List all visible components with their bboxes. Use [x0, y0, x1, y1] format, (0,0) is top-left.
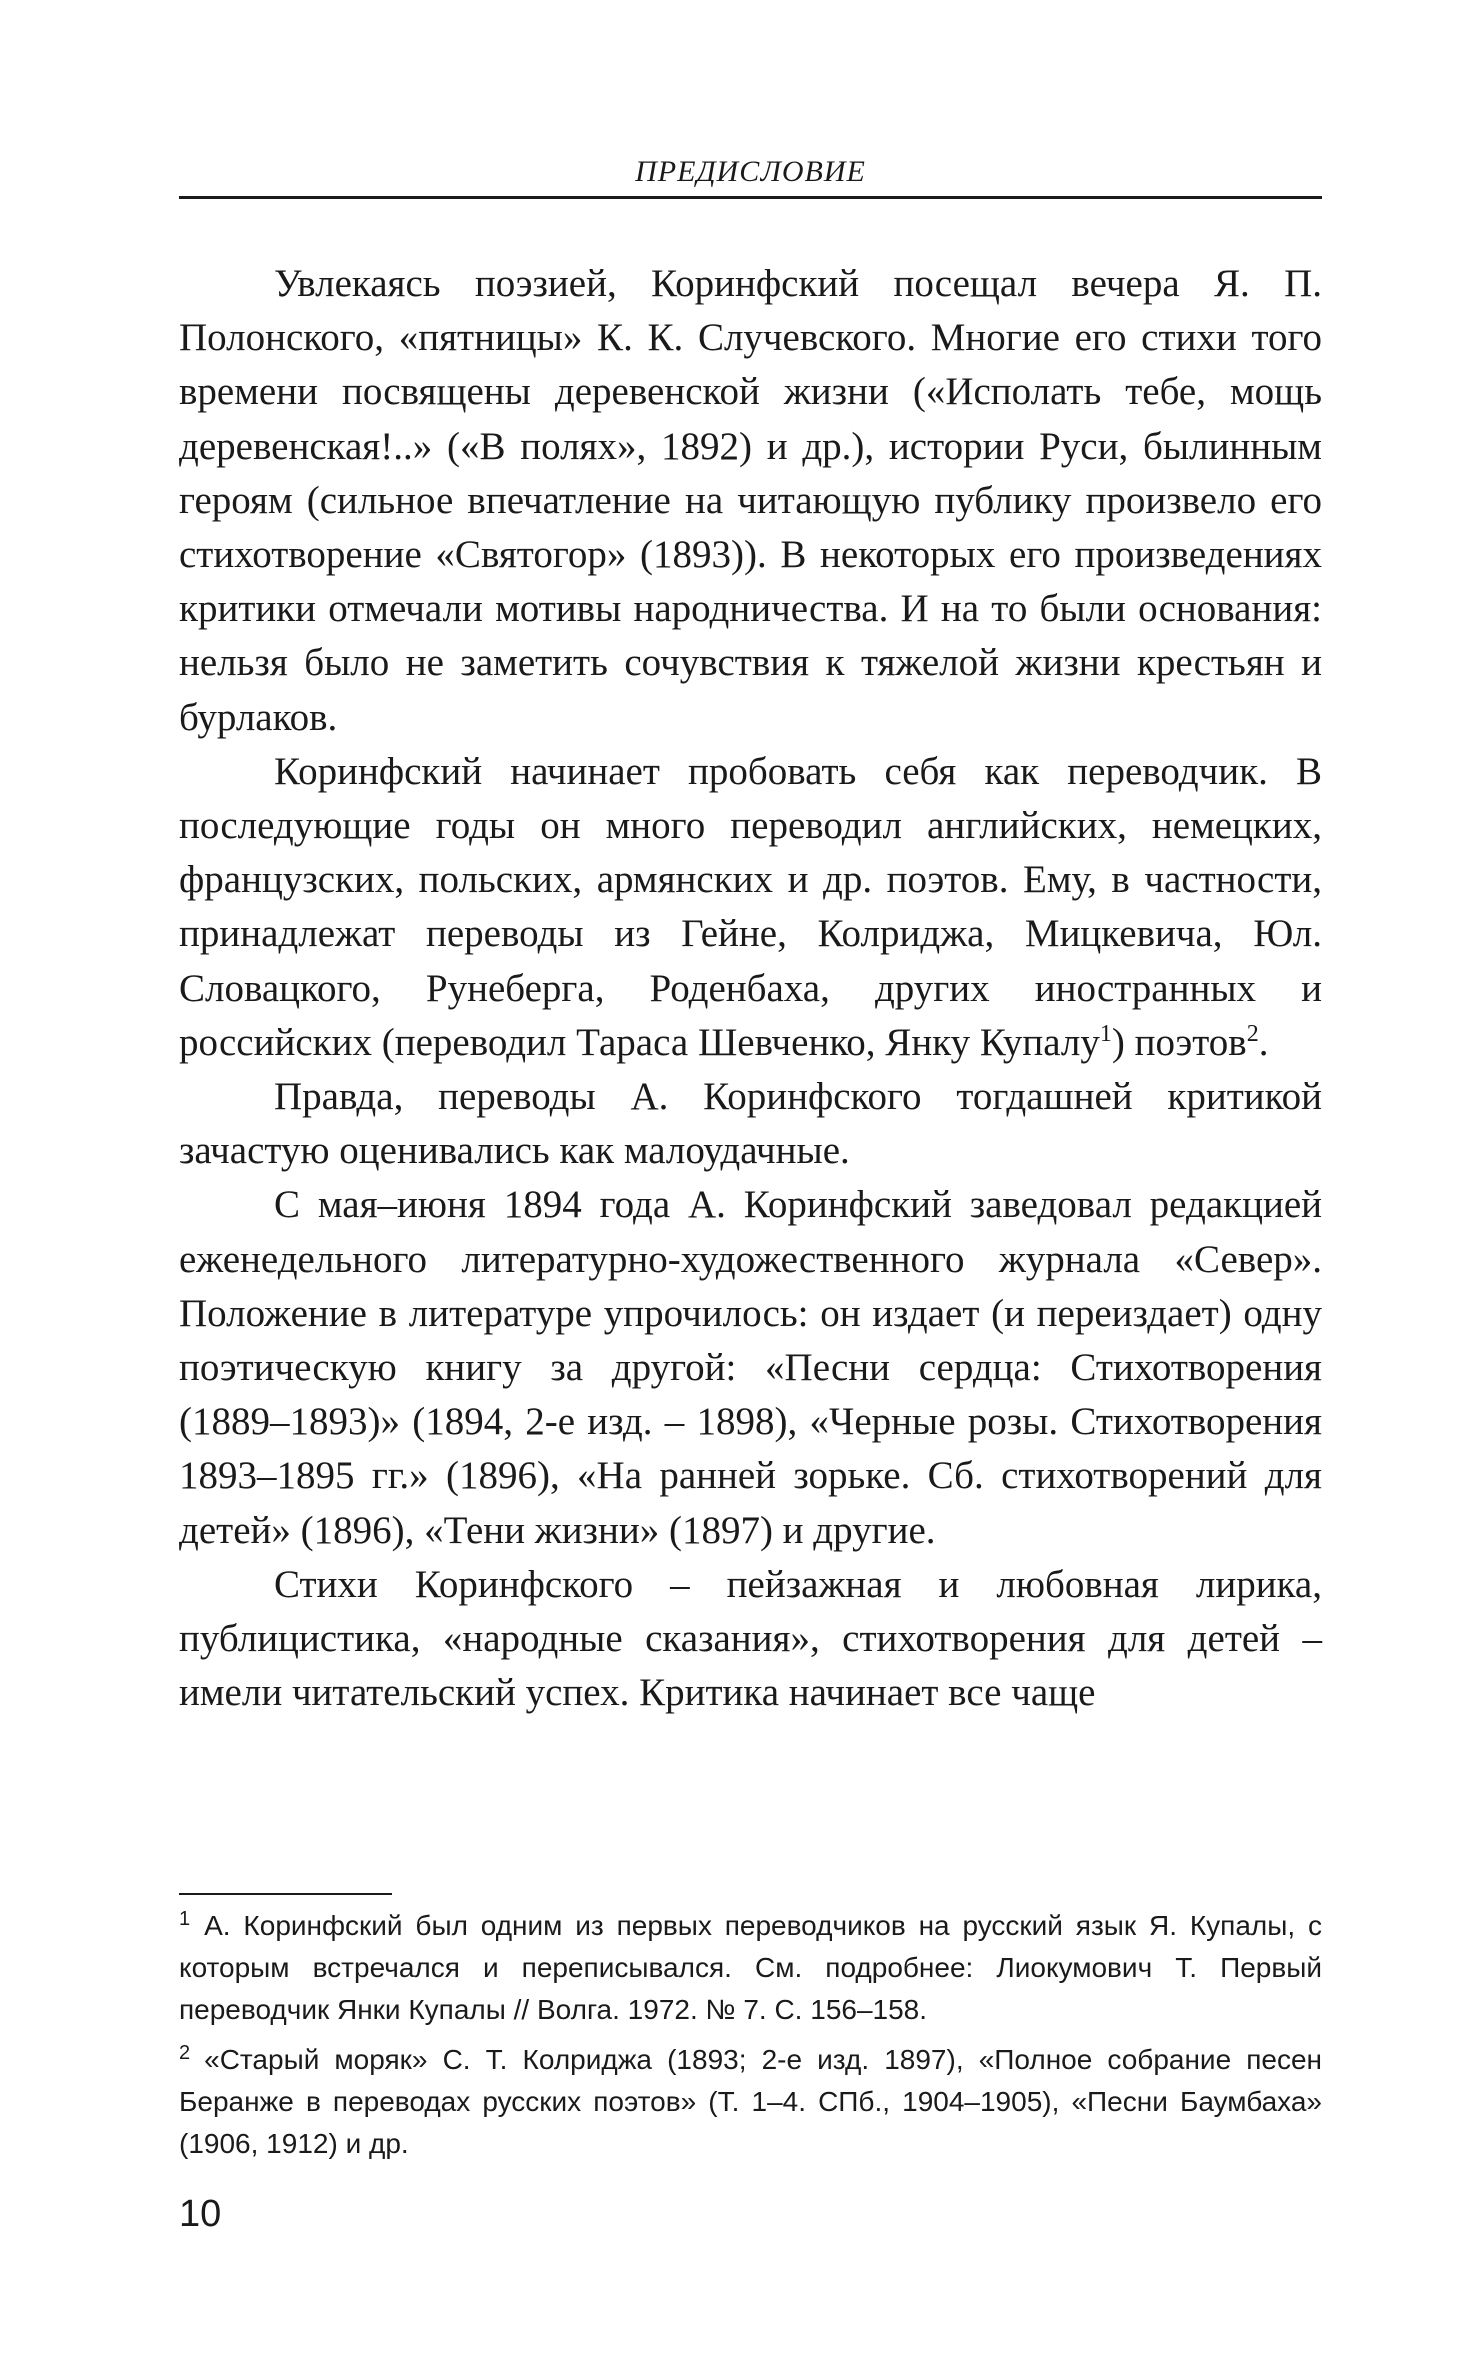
paragraph-2 — [179, 745, 1322, 1070]
page-number: 10 — [179, 2193, 222, 2235]
footnotes — [179, 1905, 1322, 2173]
paragraph-1: Увлекаясь поэзией, Коринфский посещал вечера Я. П. Полонского, «пятницы» К. К. Случевского. Многие его стихи того времени посвящены деревенской жизни («Исполать тебе, мощь деревенская!..» («В полях», 1892) и др.), истории Руси, былинным героям (сильное впечатление на читающую публику произвело его стихотворение «Святогор» (1893)). В некоторых его произведениях критики отмечали мотивы народничества. И на то были основания: нельзя было не заметить сочувствия к тяжелой жизни крестьян и бурлаков. — [179, 262, 1322, 739]
footnote-ref-2[interactable]: 2 — [1246, 1020, 1259, 1047]
footnote-ref-1[interactable]: 1 — [1099, 1020, 1112, 1047]
paragraph-2-text-mid: ) поэтов — [1111, 1020, 1247, 1064]
paragraph-4: С мая–июня 1894 года А. Коринфский заведовал редакцией еженедельного литературно-художественного журнала «Север». Положение в литературе упрочилось: он издает (и переиздает) одну поэтическую книгу за другой: «Песни сердца: Стихотворения (1889–1893)» (1894, 2-е изд. – 1898), «Черные розы. Стихотворения 1893–1895 гг.» (1896), «На ранней зорьке. Сб. стихотворений для детей» (1896), «Тени жизни» (1897) и другие. — [179, 1183, 1322, 1552]
footnote-1-text: А. Коринфский был одним из первых переводчиков на русский язык Я. Купалы, с которым встречался и переписывался. См. подробнее: Лиокумович Т. Первый переводчик Янки Купалы // Волга. 1972. № 7. С. 156–158. — [179, 1910, 1322, 2025]
footnote-1 — [179, 1905, 1322, 2031]
footnote-1-mark: 1 — [179, 1907, 191, 1930]
paragraph-2-text-end: . — [1258, 1020, 1269, 1064]
header-rule — [179, 196, 1322, 199]
running-title: ПРЕДИСЛОВИЕ — [635, 155, 866, 188]
paragraph-3: Правда, переводы А. Коринфского тогдашней критикой зачастую оценивались как малоудачные. — [179, 1075, 1322, 1173]
main-text — [179, 257, 1322, 1720]
paragraph-2-text: Коринфский начинает пробовать себя как переводчик. В последующие годы он много переводил английских, немецких, французских, польских, армянских и др. поэтов. Ему, в частности, принадлежат переводы из Гейне, Колриджа, Мицкевича, Юл. Словацкого, Рунеберга, Роденбаха, других иностранных и российских (переводил Тараса Шевченко, Янку Купалу — [179, 749, 1322, 1064]
footnote-2 — [179, 2039, 1322, 2165]
footnote-2-text: «Старый моряк» С. Т. Колриджа (1893; 2-е изд. 1897), «Полное собрание песен Беранже в переводах русских поэтов» (Т. 1–4. СПб., 1904–1905), «Песни Баумбаха» (1906, 1912) и др. — [179, 2044, 1322, 2159]
footnote-separator — [179, 1893, 392, 1895]
paragraph-5: Стихи Коринфского – пейзажная и любовная лирика, публицистика, «народные сказания», стихотворения для детей – имели читательский успех. Критика начинает все чаще — [179, 1562, 1322, 1715]
footnote-2-mark: 2 — [179, 2041, 191, 2064]
